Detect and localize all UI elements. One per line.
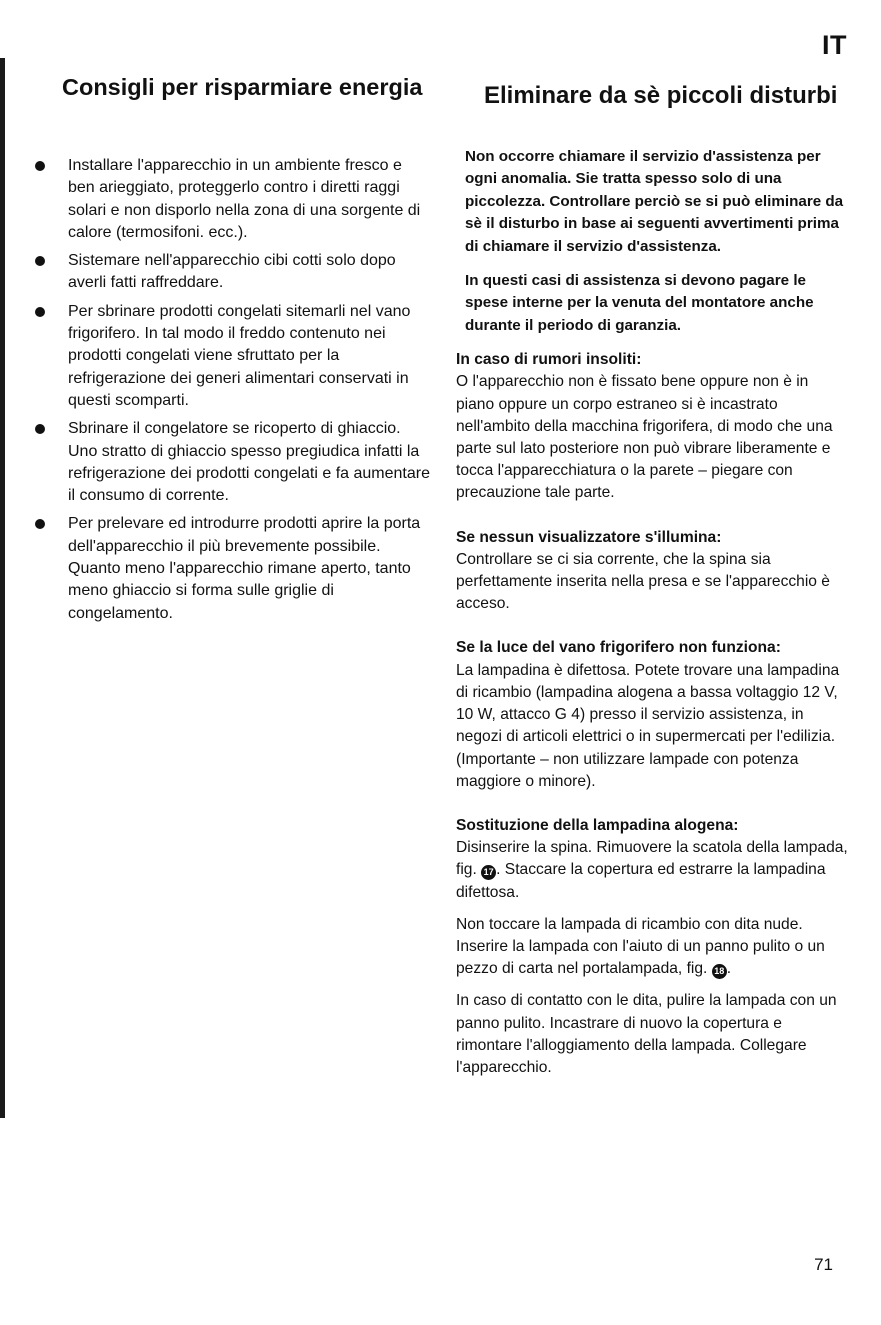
noise-title: In caso di rumori insoliti: (456, 351, 642, 369)
tip-text: Sbrinare il congelatore se ricoperto di ghiaccio. Uno stratto di ghiaccio spesso pregiudica infatti la refrigerazione dei prodotti congelati e fa aumentare il consumo di corrente. (68, 420, 430, 505)
troubleshooting-heading: Eliminare da sè piccoli disturbi (484, 82, 838, 109)
figure-ref-icon: 17 (481, 865, 496, 880)
no-display-text: Controllare se ci sia corrente, che la spina sia perfettamente inserita nella presa e se l'apparecchio è acceso. (456, 550, 830, 613)
tip-text: Installare l'apparecchio in un ambiente fresco e ben arieggiato, proteggerlo contro i diretti raggi solari e non disporlo nella zona di una sorgente di calore (termosifoni. ecc.). (68, 157, 421, 241)
light-section (456, 637, 848, 792)
tip-text: Per sbrinare prodotti congelati sitemarli nel vano frigorifero. In tal modo il freddo contenuto nei prodotti congelati viene sfruttato per la refrigerazione dei generi alimentari conservati in questi scomparti. (68, 302, 411, 409)
list-item (30, 155, 430, 244)
light-text: La lampadina è difettosa. Potete trovare una lampadina di ricambio (lampadina alogena a bassa voltaggio 12 V, 10 W, attacco G 4) presso il servizio assistenza, in negozi di articoli elettrici o in supermercati per l'edilizia. (Importante – non utilizzare lampade con potenza maggiore o minore). (456, 661, 840, 790)
intro-paragraph: Non occorre chiamare il servizio d'assistenza per ogni anomalia. Sie tratta spesso solo di una piccolezza. Controllare perciò se si può eliminare da sè il disturbo in base ai seguenti avvertimenti prima di chiamare il servizio d'assistenza. (465, 148, 844, 255)
troubleshooting-column (456, 80, 848, 1101)
step-text: . (726, 960, 732, 978)
list-item (30, 250, 430, 295)
energy-saving-heading: Consigli per risparmiare energia (62, 74, 423, 100)
no-display-title: Se nessun visualizzatore s'illumina: (456, 528, 722, 546)
noise-section (456, 349, 848, 504)
step-text: Non toccare la lampada di ricambio con dita nude. Inserire la lampada con l'aiuto di un panno pulito o un pezzo di carta nel portalampada, fig. (456, 915, 825, 978)
list-item (30, 513, 430, 624)
step-text: . Staccare la copertura ed estrarre la lampadina difettosa. (456, 861, 826, 901)
halogen-section (456, 815, 848, 1079)
noise-text: O l'apparecchio non è fissato bene oppure non è in piano oppure un corpo estraneo si è incastrato nell'ambito della macchina frigorifera, di modo che una parte sul lato posteriore non può vibrare liberamente e tocca l'apparecchiatura o la parete – piegare con precauzione tale parte. (456, 373, 833, 502)
no-display-section (456, 527, 848, 616)
bullet-icon (35, 256, 45, 266)
halogen-title: Sostituzione della lampadina alogena: (456, 816, 739, 834)
list-item (30, 418, 430, 507)
list-item (30, 301, 430, 412)
bullet-icon (35, 307, 45, 317)
language-tag: IT (822, 30, 847, 60)
figure-ref-icon: 18 (712, 964, 727, 979)
halogen-step-1 (456, 837, 848, 904)
halogen-step-2 (456, 914, 848, 981)
energy-saving-column (30, 72, 430, 631)
tip-text: Sistemare nell'apparecchio cibi cotti solo dopo averli fatti raffreddare. (68, 252, 396, 292)
halogen-step-3: In caso di contatto con le dita, pulire la lampada con un panno pulito. Incastrare di nuovo la copertura e rimontare l'alloggiamento della lampada. Collegare l'apparecchio. (456, 992, 837, 1076)
light-title: Se la luce del vano frigorifero non funziona: (456, 639, 781, 657)
energy-tips-list (30, 155, 430, 625)
step-text: Disinserire la spina. Rimuovere la scatola della lampada, fig. (456, 839, 848, 879)
troubleshooting-intro (456, 146, 848, 337)
bullet-icon (35, 424, 45, 434)
bullet-icon (35, 161, 45, 171)
tip-text: Per prelevare ed introdurre prodotti aprire la porta dell'apparecchio il più brevemente possibile. Quanto meno l'apparecchio rimane aperto, tanto meno ghiaccio si forma sulle griglie di congelamento. (68, 515, 421, 622)
bullet-icon (35, 519, 45, 529)
page-number: 71 (814, 1255, 833, 1274)
warranty-note: In questi casi di assistenza si devono pagare le spese interne per la venuta del montatore anche durante il periodo di garanzia. (465, 272, 814, 334)
binding-edge-bar (0, 58, 5, 1118)
